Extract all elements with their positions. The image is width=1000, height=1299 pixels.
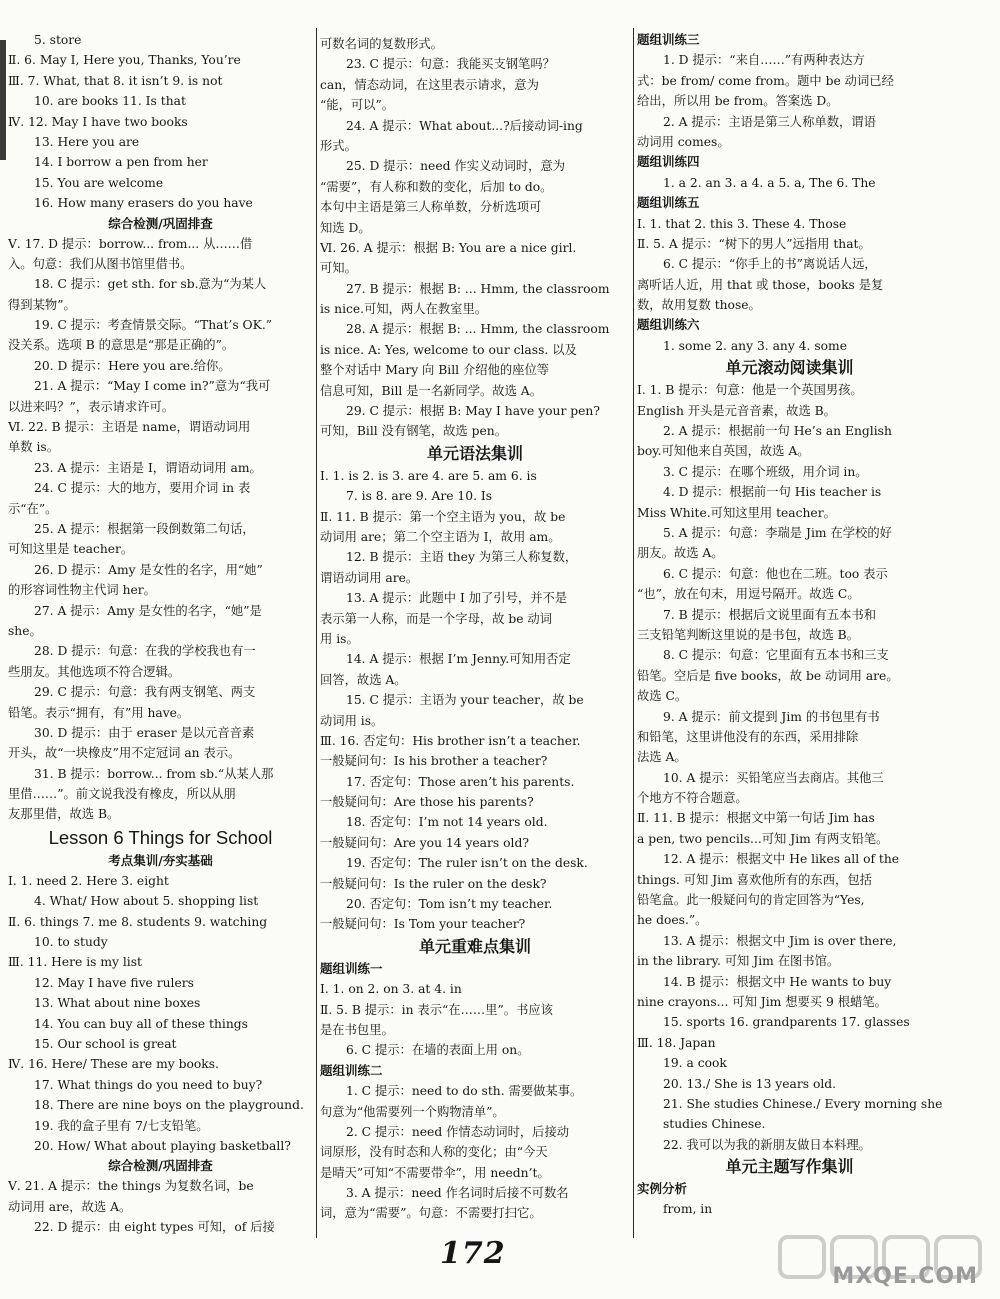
answer-line: 19. C 提示：考查情景交际。“That’s OK.” <box>34 318 273 333</box>
answer-line: Ⅵ. 26. A 提示：根据 B: You are a nice girl. <box>320 240 577 255</box>
answer-line: 5. store <box>34 33 82 47</box>
answer-line: 可知这里是 teacher。 <box>8 542 134 557</box>
answer-line: 29. C 提示：根据 B: May I have your pen? <box>346 404 600 419</box>
answer-line: Ⅰ. 1. need 2. Here 3. eight <box>8 873 169 888</box>
group-heading: 题组训练二 <box>320 1062 383 1078</box>
answer-line: 8. C 提示：句意：它里面有五本书和三支 <box>663 648 889 663</box>
answer-line: 回答，故选 A。 <box>320 672 407 687</box>
lesson-heading: Lesson 6 Things for School <box>48 826 273 848</box>
answer-line: nine crayons... 可知 Jim 想要买 9 根蜡笔。 <box>637 994 887 1009</box>
answer-line: 20. 否定句：Tom isn’t my teacher. <box>346 897 553 912</box>
section-heading: 单元语法集训 <box>426 443 523 463</box>
answer-line: 25. D 提示：need 作实义动词时，意为 <box>346 159 566 174</box>
answer-line: Ⅳ. 16. Here/ These are my books. <box>8 1057 219 1072</box>
answer-line: Ⅱ. 5. B 提示：in 表示“在……里”。书应该 <box>320 1002 553 1017</box>
answer-line: 铅笔盒。此一般疑问句的肯定回答为“Yes, <box>637 893 865 908</box>
page-number: 172 <box>440 1236 506 1271</box>
answer-line: English 开头是元音音素，故选 B。 <box>637 403 836 418</box>
column-divider-1 <box>316 28 317 1238</box>
answer-line: 一般疑问句：Is Tom your teacher? <box>320 917 526 932</box>
answer-line: 20. 13./ She is 13 years old. <box>663 1076 837 1091</box>
answer-line: is nice.可知，两人在教室里。 <box>320 302 488 317</box>
answer-line: 13. A 提示：根据文中 Jim is over there, <box>663 933 897 948</box>
answer-line: Ⅰ. 1. that 2. this 3. These 4. Those <box>637 216 847 231</box>
answer-line: 是晴天”可知“不需要带伞”，用 needn’t。 <box>320 1165 550 1180</box>
answer-line: 19. 否定句：The ruler isn’t on the desk. <box>346 856 588 871</box>
answer-line: 数，故用复数 those。 <box>637 298 761 313</box>
answer-line: 18. 否定句：I’m not 14 years old. <box>346 815 548 830</box>
answer-line: 20. How/ What about playing basketball? <box>34 1138 291 1153</box>
answer-line: 14. I borrow a pen from her <box>34 155 208 170</box>
watermark-text: MXQE.COM <box>832 1264 978 1289</box>
answer-line: 13. What about nine boxes <box>34 996 201 1011</box>
answer-line: 10. A 提示：买铅笔应当去商店。其他三 <box>663 770 884 785</box>
answer-line: 整个对话中 Mary 向 Bill 介绍他的座位等 <box>320 363 550 378</box>
answer-line: 故选 C。 <box>637 689 688 704</box>
answer-line: 4. D 提示：根据前一句 His teacher is <box>663 485 882 500</box>
column-divider-2 <box>633 28 634 1238</box>
answer-line: 和铅笔，这里讲他没有的东西，采用排除 <box>637 729 859 744</box>
answer-line: 4. What/ How about 5. shopping list <box>34 894 259 909</box>
answer-line: 12. May I have five rulers <box>34 975 194 990</box>
answer-line: 10. to study <box>34 935 108 950</box>
answer-line: 15. You are welcome <box>34 175 164 190</box>
answer-line: 给出，所以用 be from。答案选 D。 <box>637 94 839 109</box>
group-heading: 题组训练一 <box>320 960 383 976</box>
answer-line: Ⅴ. 17. D 提示：borrow... from... 从……借 <box>8 236 253 251</box>
answer-line: 10. are books 11. Is that <box>34 94 186 109</box>
answer-line: 5. A 提示：句意：李瑞是 Jim 在学校的好 <box>663 525 892 540</box>
column-left <box>8 30 313 1237</box>
answer-line: he does.”。 <box>637 913 708 928</box>
answer-line: 25. A 提示：根据第一段倒数第二句话， <box>34 521 255 536</box>
section-heading: 综合检测/巩固排查 <box>108 215 213 231</box>
answer-line: 友那里借，故选 B。 <box>8 807 120 822</box>
section-heading: 单元滚动阅读集训 <box>725 358 854 378</box>
answer-line: Ⅰ. 1. is 2. is 3. are 4. are 5. am 6. is <box>320 468 537 483</box>
answer-line: 24. A 提示：What about...?后接动词-ing <box>346 118 583 133</box>
answer-line: 16. How many erasers do you have <box>34 196 253 211</box>
answer-line: Ⅲ. 16. 否定句：His brother isn’t a teacher. <box>320 733 581 748</box>
answer-line: 31. B 提示：borrow... from sb.“从某人那 <box>34 766 274 781</box>
answer-line: 2. A 提示：根据前一句 He’s an English <box>663 424 892 439</box>
answer-line: 23. C 提示：句意：我能买支钢笔吗？ <box>346 57 555 72</box>
answer-line: 30. D 提示：由于 eraser 是以元音音素 <box>34 725 255 740</box>
answer-line: 1. D 提示：“来自……”有两种表达方 <box>663 53 865 68</box>
answer-line: 19. a cook <box>663 1056 727 1071</box>
answer-line: 词，意为“需要”。句意：不需要打扫它。 <box>320 1206 542 1221</box>
answer-line: 22. D 提示：由 eight types 可知，of 后接 <box>34 1220 275 1235</box>
answer-line: 是在书包里。 <box>320 1022 394 1037</box>
answer-line: 以进来吗？”，表示请求许可。 <box>8 399 175 414</box>
group-heading: 题组训练四 <box>637 154 700 170</box>
answer-line: 17. What things do you need to buy? <box>34 1077 263 1092</box>
answer-line: 28. A 提示：根据 B: ... Hmm, the classroom <box>346 322 610 337</box>
answer-line: 27. A 提示：Amy 是女性的名字，“她”是 <box>34 603 262 618</box>
answer-line: 1. C 提示：need to do sth. 需要做某事。 <box>346 1084 583 1099</box>
answer-line: studies Chinese. <box>663 1117 766 1132</box>
answer-line: 可知，Bill 没有钢笔，故选 pen。 <box>320 424 507 439</box>
answer-line: 信息可知，Bill 是一名新同学。故选 A。 <box>320 383 542 398</box>
answer-line: 14. You can buy all of these things <box>34 1016 248 1031</box>
column-middle <box>320 34 630 1224</box>
answer-line: 6. C 提示：句意：他也在二班。too 表示 <box>663 566 888 581</box>
answer-line: 14. A 提示：根据 I’m Jenny.可知用否定 <box>346 652 571 667</box>
answer-line: 2. A 提示：主语是第三人称单数，谓语 <box>663 114 876 129</box>
answer-line: 动词用 are；第二个空主语为 I，故用 am。 <box>320 529 561 544</box>
answer-line: 句意为“他需要列一个购物清单”。 <box>320 1104 505 1119</box>
section-heading: 综合检测/巩固排查 <box>108 1158 213 1174</box>
answer-line: 用 is。 <box>320 631 359 646</box>
answer-line: 12. B 提示：主语 they 为第三人称复数， <box>346 550 578 565</box>
answer-line: “也”，放在句末，用逗号隔开。故选 C。 <box>637 587 860 602</box>
answer-line: 些朋友。其他选项不符合逻辑。 <box>8 664 181 679</box>
answer-line: 18. There are nine boys on the playground. <box>34 1098 304 1113</box>
group-heading: 实例分析 <box>637 1181 688 1197</box>
answer-line: 21. A 提示：“May I come in?”意为“我可 <box>34 379 271 394</box>
answer-line: 里借……”。前文说我没有橡皮，所以从朋 <box>8 787 236 802</box>
answer-line: Ⅴ. 21. A 提示：the things 为复数名词，be <box>8 1179 254 1194</box>
answer-line: boy.可知他来自英国，故选 A。 <box>637 444 810 459</box>
answer-line: “能，可以”。 <box>320 98 395 113</box>
answer-line: 一般疑问句：Are you 14 years old? <box>320 835 529 850</box>
answer-line: Ⅰ. 1. on 2. on 3. at 4. in <box>320 982 462 997</box>
answer-line: “需要”，有人称和数的变化，后加 to do。 <box>320 179 553 194</box>
answer-line: 开头，故“一块橡皮”用不定冠词 an 表示。 <box>8 746 241 761</box>
answer-line: 可数名词的复数形式。 <box>320 37 443 51</box>
answer-line: 动词用 is。 <box>320 713 384 728</box>
answer-line: 29. C 提示：句意：我有两支钢笔、两支 <box>34 685 256 700</box>
answer-line: 一般疑问句：Is his brother a teacher? <box>320 754 548 769</box>
answer-line: 14. B 提示：根据文中 He wants to buy <box>663 974 892 989</box>
answer-line: 个地方不符合题意。 <box>637 791 748 806</box>
answer-line: 3. A 提示：need 作名词时后接不可数名 <box>346 1186 569 1201</box>
answer-line: 示“在”。 <box>8 501 58 516</box>
answer-line: Miss White.可知这里用 teacher。 <box>637 505 836 520</box>
answer-line: 的形容词性物主代词 her。 <box>8 583 156 598</box>
answer-line: Ⅱ. 11. B 提示：根据文中第一句话 Jim has <box>637 811 875 826</box>
answer-line: Ⅱ. 6. May I, Here you, Thanks, You’re <box>8 53 241 68</box>
section-heading: 单元重难点集训 <box>418 936 531 956</box>
answer-line: 6. C 提示：“你手上的书”离说话人远， <box>663 257 877 272</box>
answer-line: in the library. 可知 Jim 在图书馆。 <box>637 954 840 969</box>
group-heading: 题组训练三 <box>637 32 700 47</box>
section-heading: 考点集训/夯实基础 <box>108 852 213 868</box>
answer-line: Ⅲ. 18. Japan <box>637 1035 716 1050</box>
answer-line: a pen, two pencils...可知 Jim 有两支铅笔。 <box>637 831 889 846</box>
answer-line: Ⅲ. 7. What, that 8. it isn’t 9. is not <box>8 73 223 88</box>
group-heading: 题组训练五 <box>637 195 700 211</box>
answer-line: 28. D 提示：句意：在我的学校我也有一 <box>34 644 256 659</box>
answer-line: 2. C 提示：need 作情态动词时，后接动 <box>346 1124 570 1139</box>
answer-line: 1. some 2. any 3. any 4. some <box>663 338 847 353</box>
answer-line: 表示第一人称，而是一个字母，故 be 动词 <box>320 611 553 626</box>
answer-line: Ⅱ. 5. A 提示：“树下的男人”远指用 that。 <box>637 236 871 251</box>
answer-line: she。 <box>8 623 42 638</box>
answer-line: 26. D 提示：Amy 是女性的名字，用“她” <box>34 562 263 577</box>
answer-line: 铅笔。空后是 five books，故 be 动词用 are。 <box>637 668 899 683</box>
answer-line: 知选 D。 <box>320 220 371 235</box>
answer-line: 形式。 <box>320 138 357 153</box>
answer-line: 三支铅笔判断这里说的是书包，故选 B。 <box>637 627 859 642</box>
answer-line: 6. C 提示：在墙的表面上用 on。 <box>346 1043 530 1058</box>
answer-line: 23. A 提示：主语是 I，谓语动词用 am。 <box>34 460 262 475</box>
section-heading: 单元主题写作集训 <box>725 1157 854 1177</box>
answer-line: 一般疑问句：Are those his parents? <box>320 795 534 810</box>
answer-line: Ⅵ. 22. B 提示：主语是 name，谓语动词用 <box>8 420 251 435</box>
answer-line: 动词用 comes。 <box>637 134 730 149</box>
answer-line: 可知。 <box>320 261 357 276</box>
answer-line: 朋友。故选 A。 <box>637 546 724 561</box>
answer-line: can，情态动词，在这里表示请求，意为 <box>320 77 539 92</box>
answer-line: 入。句意：我们从图书馆里借书。 <box>8 256 193 271</box>
answer-line: 词原形，没有时态和人称的变化；由“今天 <box>320 1145 548 1160</box>
answer-line: 式：be from/ come from。题中 be 动词已经 <box>637 73 894 88</box>
answer-line: 17. 否定句：Those aren’t his parents. <box>346 774 575 789</box>
answer-line: 15. C 提示：主语为 your teacher，故 be <box>346 693 584 708</box>
answer-line: 15. Our school is great <box>34 1036 177 1051</box>
answer-line: Ⅳ. 12. May I have two books <box>8 114 188 129</box>
answer-line: 18. C 提示：get sth. for sb.意为“为某人 <box>34 277 267 292</box>
answer-line: 15. sports 16. grandparents 17. glasses <box>663 1015 910 1030</box>
answer-line: Ⅱ. 6. things 7. me 8. students 9. watching <box>8 914 268 929</box>
answer-line: 13. A 提示：此题中 I 加了引号，并不是 <box>346 591 568 606</box>
answer-line: 21. She studies Chinese./ Every morning she <box>663 1096 942 1111</box>
group-heading: 题组训练六 <box>637 317 700 333</box>
answer-line: 12. A 提示：根据文中 He likes all of the <box>663 852 900 867</box>
answer-line: 谓语动词用 are。 <box>320 570 419 585</box>
answer-line: 24. C 提示：大的地方，要用介词 in 表 <box>34 481 251 496</box>
answer-line: 27. B 提示：根据 B: ... Hmm, the classroom <box>346 281 610 296</box>
answer-line: Ⅲ. 11. Here is my list <box>8 955 142 970</box>
answer-line: 动词用 are，故选 A。 <box>8 1199 132 1214</box>
answer-line: 13. Here you are <box>34 134 140 149</box>
answer-line: 3. C 提示：在哪个班级，用介词 in。 <box>663 464 868 479</box>
column-right <box>637 30 942 1220</box>
answer-line: is nice. A: Yes, welcome to our class. 以及 <box>320 342 577 357</box>
answer-line: 20. D 提示：Here you are.给你。 <box>34 358 231 373</box>
answer-line: 得到某物”。 <box>8 297 76 312</box>
answer-line: 单数 is。 <box>8 440 60 455</box>
answer-line: 一般疑问句：Is the ruler on the desk? <box>320 876 547 891</box>
spine-mark <box>0 40 6 160</box>
answer-line: 7. is 8. are 9. Are 10. Is <box>346 489 493 504</box>
answer-line: Ⅰ. 1. B 提示：句意：他是一个英国男孩。 <box>637 383 863 398</box>
answer-line: 本句中主语是第三人称单数，分析选项可 <box>320 200 542 215</box>
answer-line: 9. A 提示：前文提到 Jim 的书包里有书 <box>663 709 880 724</box>
answer-line: 铅笔。表示“拥有，有”用 have。 <box>8 705 190 720</box>
answer-line: Ⅱ. 11. B 提示：第一个空主语为 you，故 be <box>320 509 566 524</box>
answer-line: 离听话人近，用 that 或 those，books 是复 <box>637 277 884 292</box>
answer-line: 法选 A。 <box>637 750 687 765</box>
answer-line: 7. B 提示：根据后文说里面有五本书和 <box>663 607 877 622</box>
answer-line: 1. a 2. an 3. a 4. a 5. a, The 6. The <box>663 175 876 190</box>
answer-line: 22. 我可以为我的新朋友做日本料理。 <box>663 1137 871 1152</box>
answer-line: things. 可知 Jim 喜欢他所有的东西，包括 <box>637 872 872 887</box>
answer-line: 没关系。选项 B 的意思是“那是正确的”。 <box>8 338 235 353</box>
answer-line: 19. 我的盒子里有 7/七支铅笔。 <box>34 1118 209 1133</box>
answer-line: from, in <box>663 1202 713 1217</box>
